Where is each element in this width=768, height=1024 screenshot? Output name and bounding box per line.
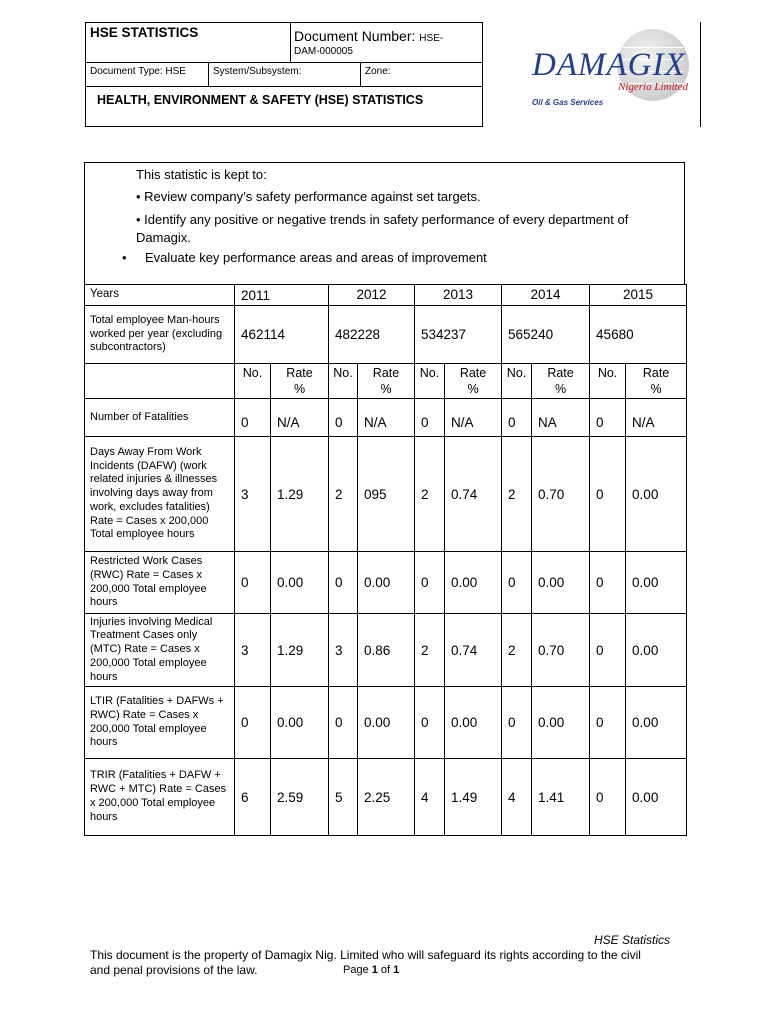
company-logo <box>525 25 695 115</box>
intro-bullet-2-cont: Damagix. <box>136 230 191 245</box>
bullet-icon: • <box>122 250 127 265</box>
rate-cell: 095 <box>358 437 415 552</box>
trir-row <box>85 759 687 836</box>
count-cell: 0 <box>329 399 358 437</box>
count-cell: 0 <box>415 687 445 759</box>
intro-bullet-1: • Review company’s safety performance against set targets. <box>136 189 481 204</box>
footer-document-name: HSE Statistics <box>594 933 671 947</box>
count-cell: 2 <box>415 614 445 687</box>
manhours-value: 462114 <box>235 306 329 364</box>
row-label: Days Away From Work Incidents (DAFW) (work related injuries & illnesses involving days away from work, excludes fatalities) Rate = Cases x 200,000 Total employee hours <box>85 437 235 552</box>
count-cell: 0 <box>415 399 445 437</box>
count-cell: 0 <box>590 687 626 759</box>
footer-copyright-line-1: This document is the property of Damagix Nig. Limited who will safeguard its rights according to the civil <box>90 948 641 962</box>
manhours-value: 482228 <box>329 306 415 364</box>
count-cell: 0 <box>590 759 626 836</box>
stat-rows <box>85 399 687 836</box>
document-header <box>85 22 483 127</box>
footer-copyright-line-2: and penal provisions of the law. <box>90 963 258 977</box>
count-cell: 2 <box>502 437 532 552</box>
ltir-row <box>85 687 687 759</box>
rate-unit: % <box>554 382 567 396</box>
count-cell: 0 <box>590 552 626 614</box>
years-label: Years <box>85 285 235 306</box>
count-cell: 5 <box>329 759 358 836</box>
manhours-value: 565240 <box>502 306 590 364</box>
document-number-label-text: Document Number: <box>294 28 416 44</box>
manhours-value: 45680 <box>590 306 687 364</box>
page-current: 1 <box>371 964 378 976</box>
count-cell: 0 <box>235 687 271 759</box>
rate-cell: 1.49 <box>445 759 502 836</box>
rate-cell: 2.59 <box>271 759 329 836</box>
rate-cell: 0.00 <box>532 552 590 614</box>
count-cell: 3 <box>329 614 358 687</box>
rate-cell: 0.00 <box>626 614 687 687</box>
rate-unit: % <box>293 382 306 396</box>
manhours-value: 534237 <box>415 306 502 364</box>
logo-tagline: Oil & Gas Services <box>532 98 604 107</box>
rate-unit: % <box>467 382 479 396</box>
document-number-label <box>294 28 443 44</box>
column-no-header: No. <box>415 364 445 399</box>
rate-cell: 0.00 <box>271 552 329 614</box>
logo-subtitle: Nigeria Limited <box>618 81 688 93</box>
logo-wordmark: DAMAGIX <box>532 47 686 83</box>
count-cell: 6 <box>235 759 271 836</box>
rate-cell: 0.00 <box>271 687 329 759</box>
rate-cell: 1.41 <box>532 759 590 836</box>
rate-cell: 0.00 <box>445 552 502 614</box>
count-cell: 4 <box>502 759 532 836</box>
row-label: TRIR (Fatalities + DAFW + RWC + MTC) Rate = Cases x 200,000 Total employee hours <box>85 759 235 836</box>
count-cell: 0 <box>502 552 532 614</box>
column-header-row <box>85 364 687 399</box>
intro-bullet-3: Evaluate key performance areas and areas of improvement <box>145 250 487 265</box>
empty-cell <box>85 364 235 399</box>
rate-cell: N/A <box>358 399 415 437</box>
rate-label: Rate <box>459 366 487 380</box>
year-cell: 2014 <box>502 285 590 306</box>
rate-cell: N/A <box>271 399 329 437</box>
rate-cell: 0.74 <box>445 437 502 552</box>
row-label: Injuries involving Medical Treatment Cases only (MTC) Rate = Cases x 200,000 Total employee hours <box>85 614 235 687</box>
document-type: Document Type: HSE <box>90 66 186 77</box>
column-rate-header <box>626 364 687 399</box>
dafw-row <box>85 437 687 552</box>
page-prefix: Page <box>343 964 372 976</box>
column-rate-header <box>271 364 329 399</box>
rate-label: Rate <box>642 366 670 380</box>
rate-cell: 0.00 <box>358 552 415 614</box>
count-cell: 0 <box>329 687 358 759</box>
rate-cell: 0.86 <box>358 614 415 687</box>
rate-cell: 1.29 <box>271 437 329 552</box>
mtc-row <box>85 614 687 687</box>
hse-statistics-table <box>84 284 687 836</box>
row-label: LTIR (Fatalities + DAFWs + RWC) Rate = Cases x 200,000 Total employee hours <box>85 687 235 759</box>
rate-cell: 0.00 <box>358 687 415 759</box>
column-rate-header <box>532 364 590 399</box>
count-cell: 0 <box>235 399 271 437</box>
count-cell: 0 <box>502 687 532 759</box>
rate-label: Rate <box>547 366 574 380</box>
divider <box>700 22 701 127</box>
intro-section <box>84 162 685 284</box>
count-cell: 2 <box>329 437 358 552</box>
column-no-header: No. <box>502 364 532 399</box>
count-cell: 0 <box>590 399 626 437</box>
count-cell: 0 <box>329 552 358 614</box>
page-total: 1 <box>393 964 400 976</box>
manhours-label: Total employee Man-hours worked per year (excluding subcontractors) <box>85 306 235 364</box>
count-cell: 3 <box>235 437 271 552</box>
rate-cell: 0.70 <box>532 614 590 687</box>
rate-unit: % <box>380 382 392 396</box>
divider <box>208 62 209 86</box>
divider <box>290 23 291 62</box>
count-cell: 4 <box>415 759 445 836</box>
count-cell: 2 <box>415 437 445 552</box>
manhours-row <box>85 306 687 364</box>
count-cell: 0 <box>502 399 532 437</box>
rate-cell: 2.25 <box>358 759 415 836</box>
intro-bullet-2: • Identify any positive or negative trends in safety performance of every department of <box>136 212 629 227</box>
year-cell: 2011 <box>235 285 329 306</box>
column-rate-header <box>358 364 415 399</box>
count-cell: 0 <box>415 552 445 614</box>
rate-cell: 0.70 <box>532 437 590 552</box>
rate-cell: 0.00 <box>626 687 687 759</box>
zone: Zone: <box>365 66 391 77</box>
system-subsystem: System/Subsystem: <box>213 66 302 77</box>
column-rate-header <box>445 364 502 399</box>
count-cell: 0 <box>235 552 271 614</box>
rwc-row <box>85 552 687 614</box>
rate-cell: 0.00 <box>445 687 502 759</box>
rate-cell: 0.74 <box>445 614 502 687</box>
row-label: Number of Fatalities <box>85 399 235 437</box>
row-label: Restricted Work Cases (RWC) Rate = Cases x 200,000 Total employee hours <box>85 552 235 614</box>
rate-cell: 0.00 <box>532 687 590 759</box>
years-row <box>85 285 687 306</box>
rate-cell: 0.00 <box>626 759 687 836</box>
year-cell: 2015 <box>590 285 687 306</box>
header-subtitle: HEALTH, ENVIRONMENT & SAFETY (HSE) STATISTICS <box>97 93 424 107</box>
fatalities-row <box>85 399 687 437</box>
count-cell: 3 <box>235 614 271 687</box>
rate-label: Rate <box>286 366 313 380</box>
year-cell: 2013 <box>415 285 502 306</box>
rate-cell: NA <box>532 399 590 437</box>
column-no-header: No. <box>590 364 626 399</box>
rate-cell: N/A <box>445 399 502 437</box>
intro-lead: This statistic is kept to: <box>136 167 267 182</box>
column-no-header: No. <box>235 364 271 399</box>
rate-cell: 0.00 <box>626 552 687 614</box>
count-cell: 2 <box>502 614 532 687</box>
divider <box>360 62 361 86</box>
rate-unit: % <box>650 382 662 396</box>
document-number-value-part2: DAM-000005 <box>294 46 353 57</box>
page-of: of <box>377 964 394 976</box>
document-number-value-part1: HSE- <box>419 33 444 44</box>
rate-cell: N/A <box>626 399 687 437</box>
rate-cell: 1.29 <box>271 614 329 687</box>
rate-cell: 0.00 <box>626 437 687 552</box>
column-no-header: No. <box>329 364 358 399</box>
count-cell: 0 <box>590 437 626 552</box>
count-cell: 0 <box>590 614 626 687</box>
header-title: HSE STATISTICS <box>90 25 199 40</box>
rate-label: Rate <box>372 366 400 380</box>
year-cell: 2012 <box>329 285 415 306</box>
page-number <box>343 964 399 976</box>
